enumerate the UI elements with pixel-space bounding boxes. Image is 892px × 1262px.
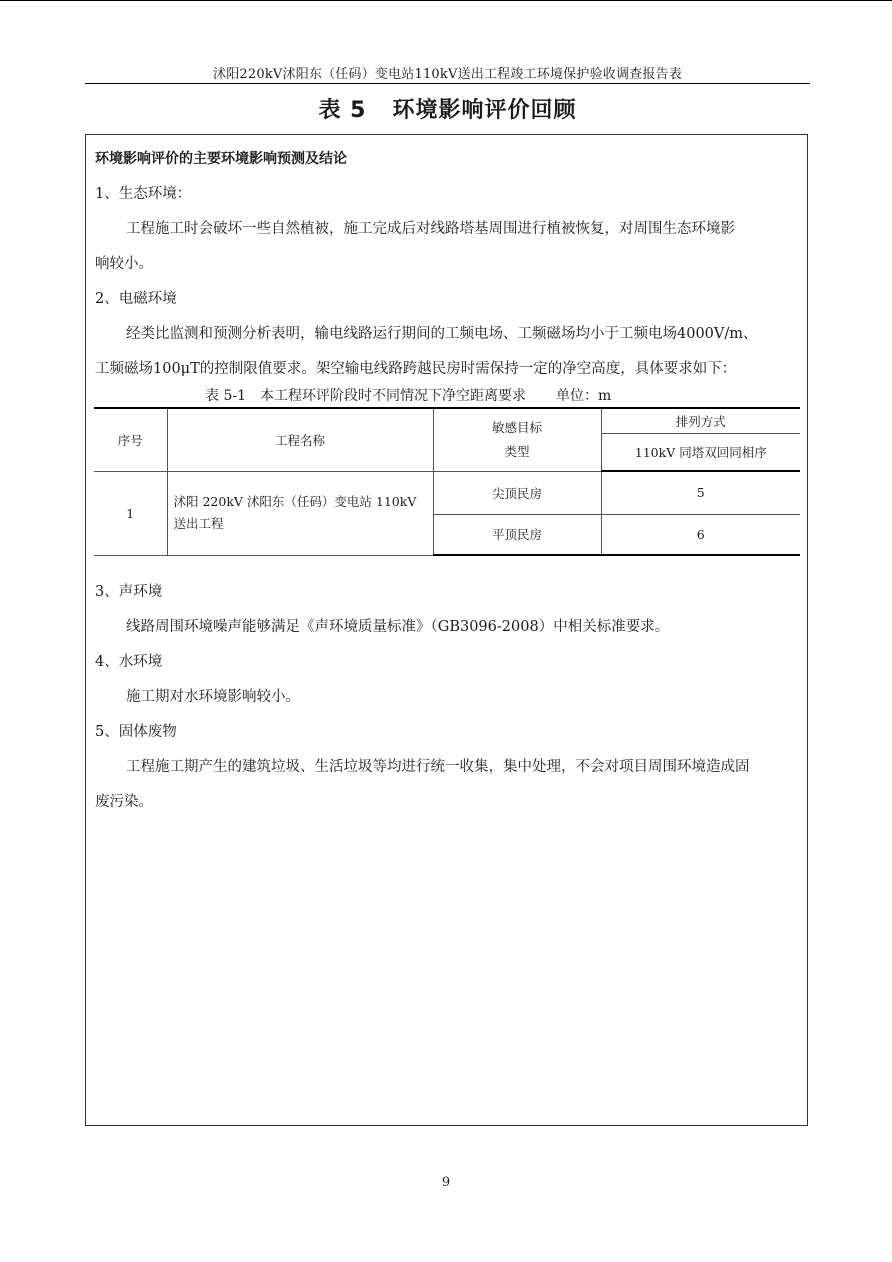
header-rule — [85, 83, 810, 84]
s3-heading: 3、声环境 — [95, 584, 163, 600]
th-target-line1: 敏感目标 — [491, 419, 542, 435]
cell-seq: 1 — [94, 471, 167, 555]
table-unit: 单位：m — [556, 388, 612, 404]
s2-line1: 经类比监测和预测分析表明，输电线路运行期间的工频电场、工频磁场均小于工频电场4000V/m、 — [126, 326, 758, 342]
s5-line1: 工程施工期产生的建筑垃圾、生活垃圾等均进行统一收集，集中处理，不会对项目周围环境造成固 — [126, 759, 750, 775]
section-heading: 环境影响评价的主要环境影响预测及结论 — [95, 151, 347, 167]
table-row — [94, 471, 800, 514]
s2-line2: 工频磁场100μT的控制限值要求。架空输电线路跨越民房时需保持一定的净空高度，具体要求如下： — [95, 361, 737, 377]
table-caption — [205, 385, 611, 405]
cell-value-a: 5 — [601, 471, 800, 514]
th-seq: 序号 — [94, 408, 167, 471]
s1-heading: 1、生态环境： — [95, 186, 192, 202]
s5-line2: 废污染。 — [95, 794, 153, 810]
cell-target-b: 平顶民房 — [433, 514, 601, 555]
s5-heading: 5、固体废物 — [95, 724, 177, 740]
s4-line1: 施工期对水环境影响较小。 — [126, 689, 300, 705]
s1-line1: 工程施工时会破坏一些自然植被，施工完成后对线路塔基周围进行植被恢复，对周围生态环境影 — [126, 221, 735, 237]
top-border — [0, 0, 892, 1]
cell-value-b: 6 — [601, 514, 800, 555]
title-text: 环境影响评价回顾 — [392, 98, 577, 123]
cell-name: 沭阳 220kV 沭阳东（任码）变电站 110kV 送出工程 — [167, 471, 433, 555]
s2-heading: 2、电磁环境 — [95, 291, 177, 307]
running-header: 沭阳220kV沭阳东（任码）变电站110kV送出工程竣工环境保护验收调查报告表 — [213, 67, 682, 82]
th-target — [433, 408, 601, 471]
th-name: 工程名称 — [167, 408, 433, 471]
table-caption-text: 表 5-1 本工程环评阶段时不同情况下净空距离要求 — [205, 388, 526, 404]
page-title — [85, 93, 810, 124]
s1-line2: 响较小。 — [95, 256, 153, 272]
th-arrangement: 排列方式 — [601, 408, 800, 433]
page-number: 9 — [441, 1175, 451, 1190]
th-arrangement-sub: 110kV 同塔双回同相序 — [601, 433, 800, 471]
title-number: 表 5 — [318, 98, 367, 123]
s3-line1: 线路周围环境噪声能够满足《声环境质量标准》（GB3096-2008）中相关标准要求。 — [126, 619, 670, 635]
th-target-line2: 类型 — [504, 443, 530, 459]
cell-target-a: 尖顶民房 — [433, 471, 601, 514]
s4-heading: 4、水环境 — [95, 654, 163, 670]
clearance-table — [94, 407, 800, 556]
